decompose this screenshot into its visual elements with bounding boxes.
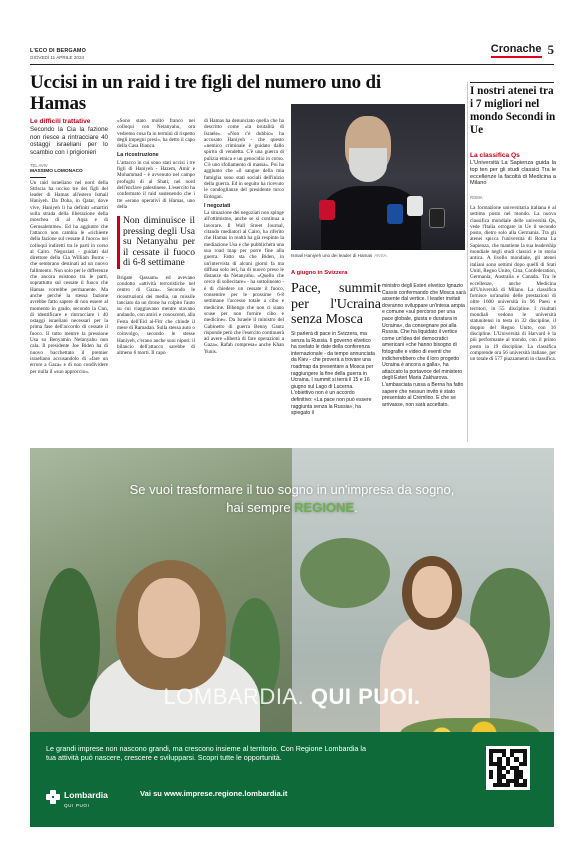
pull-quote: Non diminuisce il pressing degli Usa su Netanyahu per il cessate il fuoco di 6-8 settimane <box>117 216 195 269</box>
article-text: ministro degli Esteri elvetico Ignazio Cassis confermando che Mosca sarà assente dal vertice. I leader invitati dovranno sviluppare un'intesa ampia e comune «sul percorso per una pace globale, giusta e duratura in Ucraina», da consegnare poi alla Russia. Che ha liquidato il vertice come un'idea del democratici americani «che hanno bisogno di fotografie e video di eventi che indicherebbero che il loro progetto Ucraina è ancora a galla», ha attaccato la portavoce del ministero degli Esteri Maria Zakharova. L'ambasciata russa a Berna ha fatto sapere che nessun invito è stato presentato al Cremlino. E che se arrivasse, non sarà accettato. <box>382 283 466 408</box>
news-photo <box>291 104 465 250</box>
main-subtitle: Le difficili trattative <box>30 118 91 125</box>
photo-figure-beard <box>349 148 387 182</box>
microphone-icon <box>429 208 445 228</box>
section-minihead: I negoziati <box>204 202 231 209</box>
rail-rule <box>470 82 554 83</box>
rail-summary: L'Università La Sapienza guida la top ten per gli studi classici Tra le eccellenze la facoltà di Medicina a Milano <box>470 160 556 187</box>
article-text: La situazione dei negoziati non spinge all'ottimismo, anche se si continua a lavorare. Il Wall Street Journal, citando mediatori al Cairo, ha riferito che Hamas in realtà ha già respinto la mediazione Usa e che pubblicherà una sua road map per porre fine alla guerra. Fatto sta che Biden, in un'intervista di alcuni giorni fa ma diffusa solo ieri, ha di nuovo preso le distanze da Netanyahu. «Quello che cerco di sollecitare» - ha sottolineato - è di chiedere un cessate il fuoco, consentire per le prossime 6-8 settimane l'accesso totale a cibo e medicine. Bibengo che non ci siano scuse per non fornire cibo e medicine». Da Israele il ministro del Gabinetto di guerra Benny Gantz risponde però che l'esercito continuerà ad avere «libertà di fare operazioni a Gaza», Rafah compresa» anche Khan Yunis. <box>204 210 284 355</box>
section-minihead: La ricostruzione <box>117 152 159 159</box>
microphone-icon <box>387 204 403 224</box>
swiss-kicker: A giugno in Svizzera <box>291 270 348 276</box>
microphone-icon <box>407 196 423 216</box>
rail-subtitle: La classifica Qs <box>470 152 520 159</box>
ad-brand-a: LOMBARDIA. <box>163 684 305 709</box>
article-column-1 <box>30 118 108 375</box>
rail-summary-block <box>470 152 556 201</box>
ad-panel-text: Le grandi imprese non nascono grandi, ma crescono insieme al territorio. Con Regione Lombardia la tua attività può nascere, crescere e svilupparsi. Scopri tutte le opportunità. <box>46 744 367 762</box>
masthead-left <box>30 48 86 60</box>
ad-brand-b: QUI PUOI. <box>310 684 421 709</box>
article-text: Un raid israeliano nel nord della Striscia ha ucciso tre dei figli del leader di Hamas all'estero Ismail Haniyeh. Da Doha, in Qatar, dove vive, Haniyeh li ha definiti «martiri sulla strada della liberazione della moschea di al Aqsa e di Gerusalemme». Ed ha aggiunto che l'attacco non cambia le «richieste della fazione sul cessate il fuoco» nei colloqui indiretti tra le parti in corso al Cairo. Negoziati - guidati dal direttore della Cia William Burns - che sembrano destinati ad un nuovo fallimento. Non solo per le differenze che ancora esistono tra le parti, soprattutto sul cessate il fuoco che Hamas vorrebbe permanente. Ma anche perché la stessa fazione avrebbe fatto sapere di non essere al momento in grado, secondo la Cnn, di identificare e rintracciare i 40 ostaggi israeliani necessari per la prima fase dell'accordo di cessate il fuoco. Il tutto mentre la pressione Usa su Benyamin Netanyahu non cala. Il presidente Joe Biden ha di nuovo bacchettato il premier israeliano accusandolo di «fare un errore a Gaza» e di non condividere per nulla il «suo approccio». <box>30 179 108 375</box>
logo-subtitle: QUI PUOI <box>64 803 90 808</box>
main-headline: Uccisi in un raid i tre figli del numero uno di Hamas <box>30 72 381 114</box>
photo-credit: ANSA <box>374 253 387 258</box>
lombardia-logo-text <box>64 785 108 808</box>
microphone-icon <box>319 200 335 220</box>
lombardia-logo <box>46 785 108 808</box>
ad-figure-face <box>138 578 200 658</box>
page-number: 5 <box>547 42 554 57</box>
swiss-column-1 <box>291 331 375 417</box>
masthead-right <box>491 42 554 58</box>
swiss-column-2 <box>382 283 466 408</box>
ad-tagline-2-text: hai sempre <box>226 500 295 515</box>
swiss-headline: Pace, summit per l'Ucraina senza Mosca <box>291 281 381 327</box>
swiss-headline-box <box>291 281 381 328</box>
rail-article-text <box>470 205 556 362</box>
article-text: di Hamas ha denunciato quella che ha descritto come «la brutalità di Israele». «Non c'è dubbio» ha accusato Haniyeh - che questo «nemico criminale è guidato dallo spirito di vendetta. C'è una guerra di pulizia etnica e un genocidio in corso. C'è uno sfollamento di massa». Poi ha aggiunto che «il sangue della mia famiglia sono stati sociali dell'inizio della guerra. Ed in seguito ha ricevuto le condoglianze del presidente turco Erdogan. <box>204 118 284 200</box>
newspaper-name: L'ECO DI BERGAMO <box>30 48 86 54</box>
rail-headline: I nostri atenei tra i 7 migliori nel mondo Secondi in Ue <box>470 85 556 136</box>
ad-tagline-2 <box>30 500 554 515</box>
swiss-article-header <box>291 270 465 278</box>
article-column-3 <box>204 118 284 355</box>
byline-city: TEL AVIV <box>30 163 48 168</box>
article-text: «Sono stato molto franco nei colloqui con Netanyahu, ora vedremo cosa fa in termini di rispetto degli impegni presi», ha detto il capo della Casa Bianca. <box>117 118 195 150</box>
ad-plant-decor <box>300 538 390 608</box>
ad-brand-line <box>30 684 554 710</box>
rail-byline-city: ROMA <box>470 195 483 201</box>
ad-tagline-2-end: . <box>354 500 358 515</box>
advertisement[interactable] <box>30 448 554 827</box>
section-name: Cronache <box>491 43 542 58</box>
article-text: Brigate Qassam» ed avevano condotto «attività terroristiche nel centro di Gaza». Secondo le ricostruzioni dei media, un missile lanciato da un drone ha colpito l'auto su cui viaggiavano mentre stavano andando, con amici e conoscenti, alla Festa dell'Eid al-Fitr che chiude il mese di Ramadan. Sulla stessa auto o coinvolgo, secondo le stesse Haniyeh, c'erano anche suoi nipoti: il bilancio dell'attacco sarebbe di almeno 6 morti. Il capo <box>117 274 195 357</box>
photo-figure-body <box>321 186 421 250</box>
article-text: Si parlerà di pace in Svizzera, ma senza la Russia. Il governo elvetico ha svelato le date della conferenza internazionale - da tempo annunciata da Kiev - che proverà a trovare una roadmap da presentare a Mosca per raggiungere la fine della guerra in Ucraina. I summit si terrà il 15 e 16 giugno sul Lago di Lucerna. L'obiettivo non è un accordo definitivo: «La pace non può essere raggiunta senza la Russia», ha spiegato il <box>291 331 375 417</box>
masthead <box>30 42 554 66</box>
ad-url-link[interactable]: Vai su www.imprese.regione.lombardia.it <box>140 789 288 798</box>
issue-date: GIOVEDÌ 11 APRILE 2024 <box>30 55 85 60</box>
byline-author: MASSIMO LOMONACO <box>30 169 108 177</box>
article-text: La formazione universitaria italiana è al settimo posto nel mondo. La nuova classifica mondiale delle università Qs, vede l'Italia orrogare in Ue il secondo posto, dietro solo alla Germania. Tra gli atenei spicca l'università di Roma La Sapienza, che mantiene la sua leadership mondiale negli studi classici e in storia antica. A livello mondiale, gli atenei italiani sono settimi dopo quelli di Stati Uniti, Regno Unito, Cina, Confederation, Germania, Australia e Canada. Tra le eccellenze, anche Medicina all'Università di Milano. La classifica fornisce un'analisi delle prestazioni di oltre 1600 università in 96 Paesi e territori, in 55 discipline. I risultati mondiali vedono le università statunitensi in testa in 32 discipline, il doppio del Regno Unito, con 16 discipline. L'Università di Harvard è la più performante al mondo, con il primo posto in 19 discipline. La classifica comprende ora 56 università italiane, per un totale di 577 piazzamenti in classifica. <box>470 205 556 363</box>
caption-text: Ismail Haniyeh uno dei leader di Hamas <box>291 253 373 258</box>
article-column-2 <box>117 118 195 357</box>
ad-tagline-1: Se vuoi trasformare il tuo sogno in un'impresa da sogno, <box>129 482 455 497</box>
ad-info-panel <box>30 732 554 827</box>
article-text: L'attacco in cui sono stati uccisi i tre figli di Haniyeh - Hazem, Amir e Mohammad - è avvenuto nel campo profughi di al Shati, nel nord dell'enclave palestinese. L'esercito ha confermato il raid sostenendo che i tre «erano operativi di Hamas, uno della <box>117 159 195 210</box>
ad-tagline-2-accent: REGIONE <box>294 500 355 515</box>
qr-code-icon[interactable] <box>486 746 530 790</box>
lombardia-logo-icon <box>46 790 60 804</box>
column-divider <box>467 82 468 442</box>
masthead-rule <box>30 64 554 65</box>
photo-caption <box>291 253 465 258</box>
main-summary: Secondo la Cia la fazione non riesce a rintracciare 40 ostaggi israeliani per lo scambio con i prigionieri <box>30 126 108 156</box>
ad-figure-face <box>412 566 452 618</box>
logo-name: Lombardia <box>64 790 108 800</box>
